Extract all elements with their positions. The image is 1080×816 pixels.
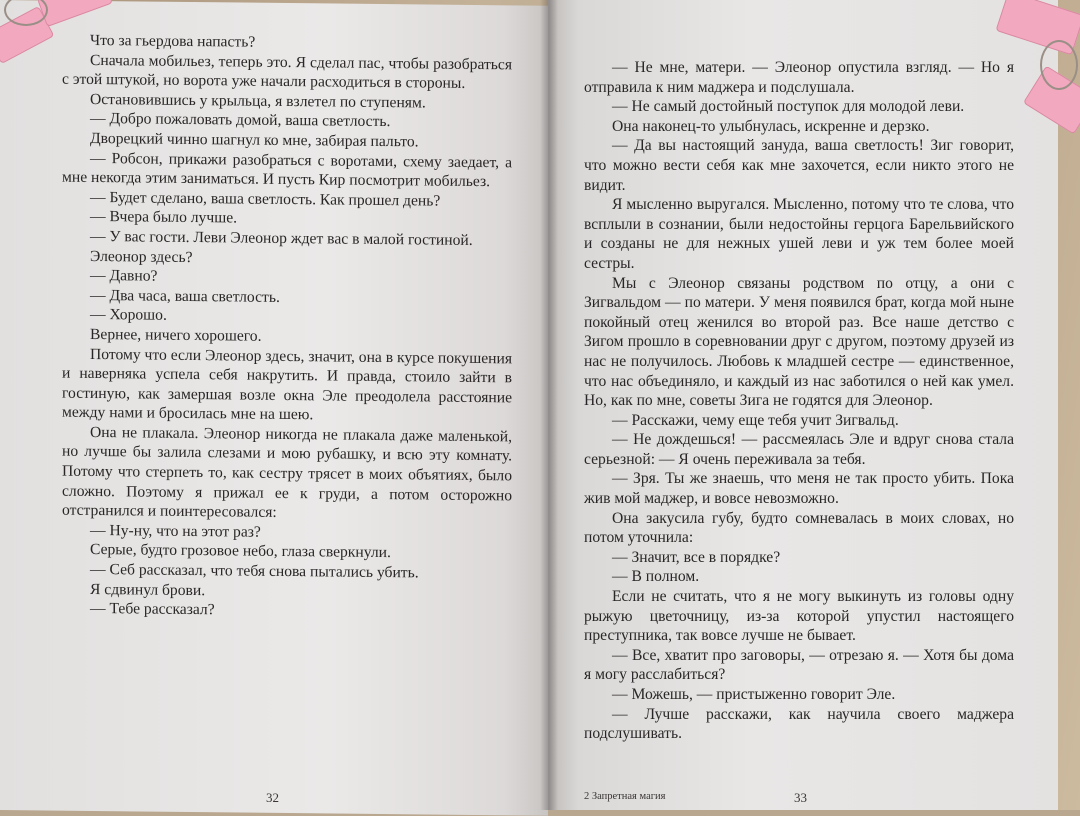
paragraph: Мы с Элеонор связаны родством по отцу, а они с Зигвальдом — по матери. У меня появился брат, когда мой ныне покойный отец женился во второй раз. Все наше детство с Зигом прошло в соревновании друг с другом, поэтому друзей из нас не получилось. Любовь к младшей сестре — единственное, что нас объединяло, и каждый из нас заботился о ней как умел. Но, как по мне, советы Зига не годятся для Элеонор. [584, 274, 1014, 410]
paragraph: — Зря. Ты же знаешь, что меня не так просто убить. Пока жив мой маджер, и вовсе невозможно. [584, 470, 1014, 508]
paragraph: — Вчера было лучше. [90, 208, 238, 227]
right-page-text [584, 58, 1014, 744]
paragraph: — Робсон, прикажи разобраться с воротами, схему заедает, а мне некогда этим заниматься. И пусть Кир посмотрит мобильез. [62, 149, 512, 191]
paragraph: — Давно? [90, 267, 158, 285]
paragraph: — Хорошо. [90, 306, 167, 325]
paragraph: — В полном. [612, 568, 700, 586]
paragraph: Она не плакала. Элеонор никогда не плакала даже маленькой, но лучше бы залила слезами и мою рубашку, и всю эту комнату. Потому что стерпеть то, как сестру трясет в моих объятиях, было сложно. Поэтому я прижал ее к груди, а потом осторожно отстранился и поинтересовался: [62, 423, 512, 522]
book-gutter [540, 0, 558, 810]
left-page-number: 32 [266, 790, 279, 805]
paragraph: Потому что если Элеонор здесь, значит, она в курсе покушения и наверняка успела себя накрутить. И правда, стоило зайти в гостиную, как замершая возле окна Эле преодолела расстояние между нами и бросилась мне на шею. [62, 345, 512, 424]
paragraph: — Расскажи, чему еще тебя учит Зигвальд. [612, 411, 899, 429]
paragraph: — Да вы настоящий зануда, ваша светлость! Зиг говорит, что можно вести себя как мне захочется, если никто этого не видит. [584, 137, 1014, 194]
left-page-text [62, 31, 512, 624]
paragraph: Серые, будто грозовое небо, глаза сверкнули. [90, 541, 391, 562]
paragraph: — Будет сделано, ваша светлость. Как прошел день? [90, 188, 441, 210]
paragraph: — У вас гости. Леви Элеонор ждет вас в малой гостиной. [90, 227, 473, 249]
paragraph: Если не считать, что я не могу выкинуть из головы одну рыжую цветочницу, из-за которой упустил настоящего преступника, так вовсе лучше не бывает. [584, 588, 1014, 645]
paragraph: — Два часа, ваша светлость. [90, 286, 280, 306]
paragraph: — Значит, все в порядке? [612, 548, 781, 566]
paragraph: — Ну-ну, что на этот раз? [90, 521, 261, 541]
right-page-number: 33 [794, 790, 807, 805]
paragraph: — Все, хватит про заговоры, — отрезаю я. — Хотя бы дома я могу расслабиться? [584, 646, 1014, 684]
paragraph: Я мысленно выругался. Мысленно, потому что те слова, что всплыли в сознании, были недостойны герцога Барельвийского и созданы не для нежных ушей леви и уж тем более моей сестры. [584, 196, 1014, 272]
paragraph: — Добро пожаловать домой, ваша светлость. [90, 110, 391, 131]
paragraph: Она наконец-то улыбнулась, искренне и дерзко. [612, 117, 930, 135]
right-page [548, 0, 1058, 810]
paragraph: Дворецкий чинно шагнул ко мне, забирая пальто. [90, 129, 419, 151]
paragraph: Она закусила губу, будто сомневалась в моих словах, но потом уточнила: [584, 509, 1014, 547]
paragraph: — Не дождешься! — рассмеялась Эле и вдруг снова стала серьезной: — Я очень переживала за тебя. [584, 431, 1014, 468]
paragraph: — Не мне, матери. — Элеонор опустила взгляд. — Но я отправила к ним маджера и подслушала. [584, 59, 1014, 96]
paragraph: — Тебе рассказал? [90, 600, 215, 619]
paragraph: Вернее, ничего хорошего. [90, 325, 262, 345]
paragraph: Остановившись у крыльца, я взлетел по ступеням. [90, 90, 426, 112]
paragraph: — Можешь, — пристыженно говорит Эле. [612, 686, 896, 703]
paragraph: — Себ рассказал, что тебя снова пытались убить. [90, 560, 419, 582]
paragraph: Что за гьердова напасть? [90, 31, 256, 51]
paragraph: Элеонор здесь? [90, 247, 193, 266]
clip-wire-right [1040, 40, 1078, 90]
paragraph: — Лучше расскажи, как научила своего маджера подслушивать. [584, 705, 1014, 743]
paragraph: Сначала мобильез, теперь это. Я сделал пас, чтобы разобраться с этой штукой, но ворота уже начали расходиться в стороны. [62, 51, 512, 93]
paragraph: — Не самый достойный поступок для молодой леви. [612, 98, 965, 116]
signature-mark: 2 Запретная магия [584, 791, 666, 802]
paragraph: Я сдвинул брови. [90, 580, 206, 599]
